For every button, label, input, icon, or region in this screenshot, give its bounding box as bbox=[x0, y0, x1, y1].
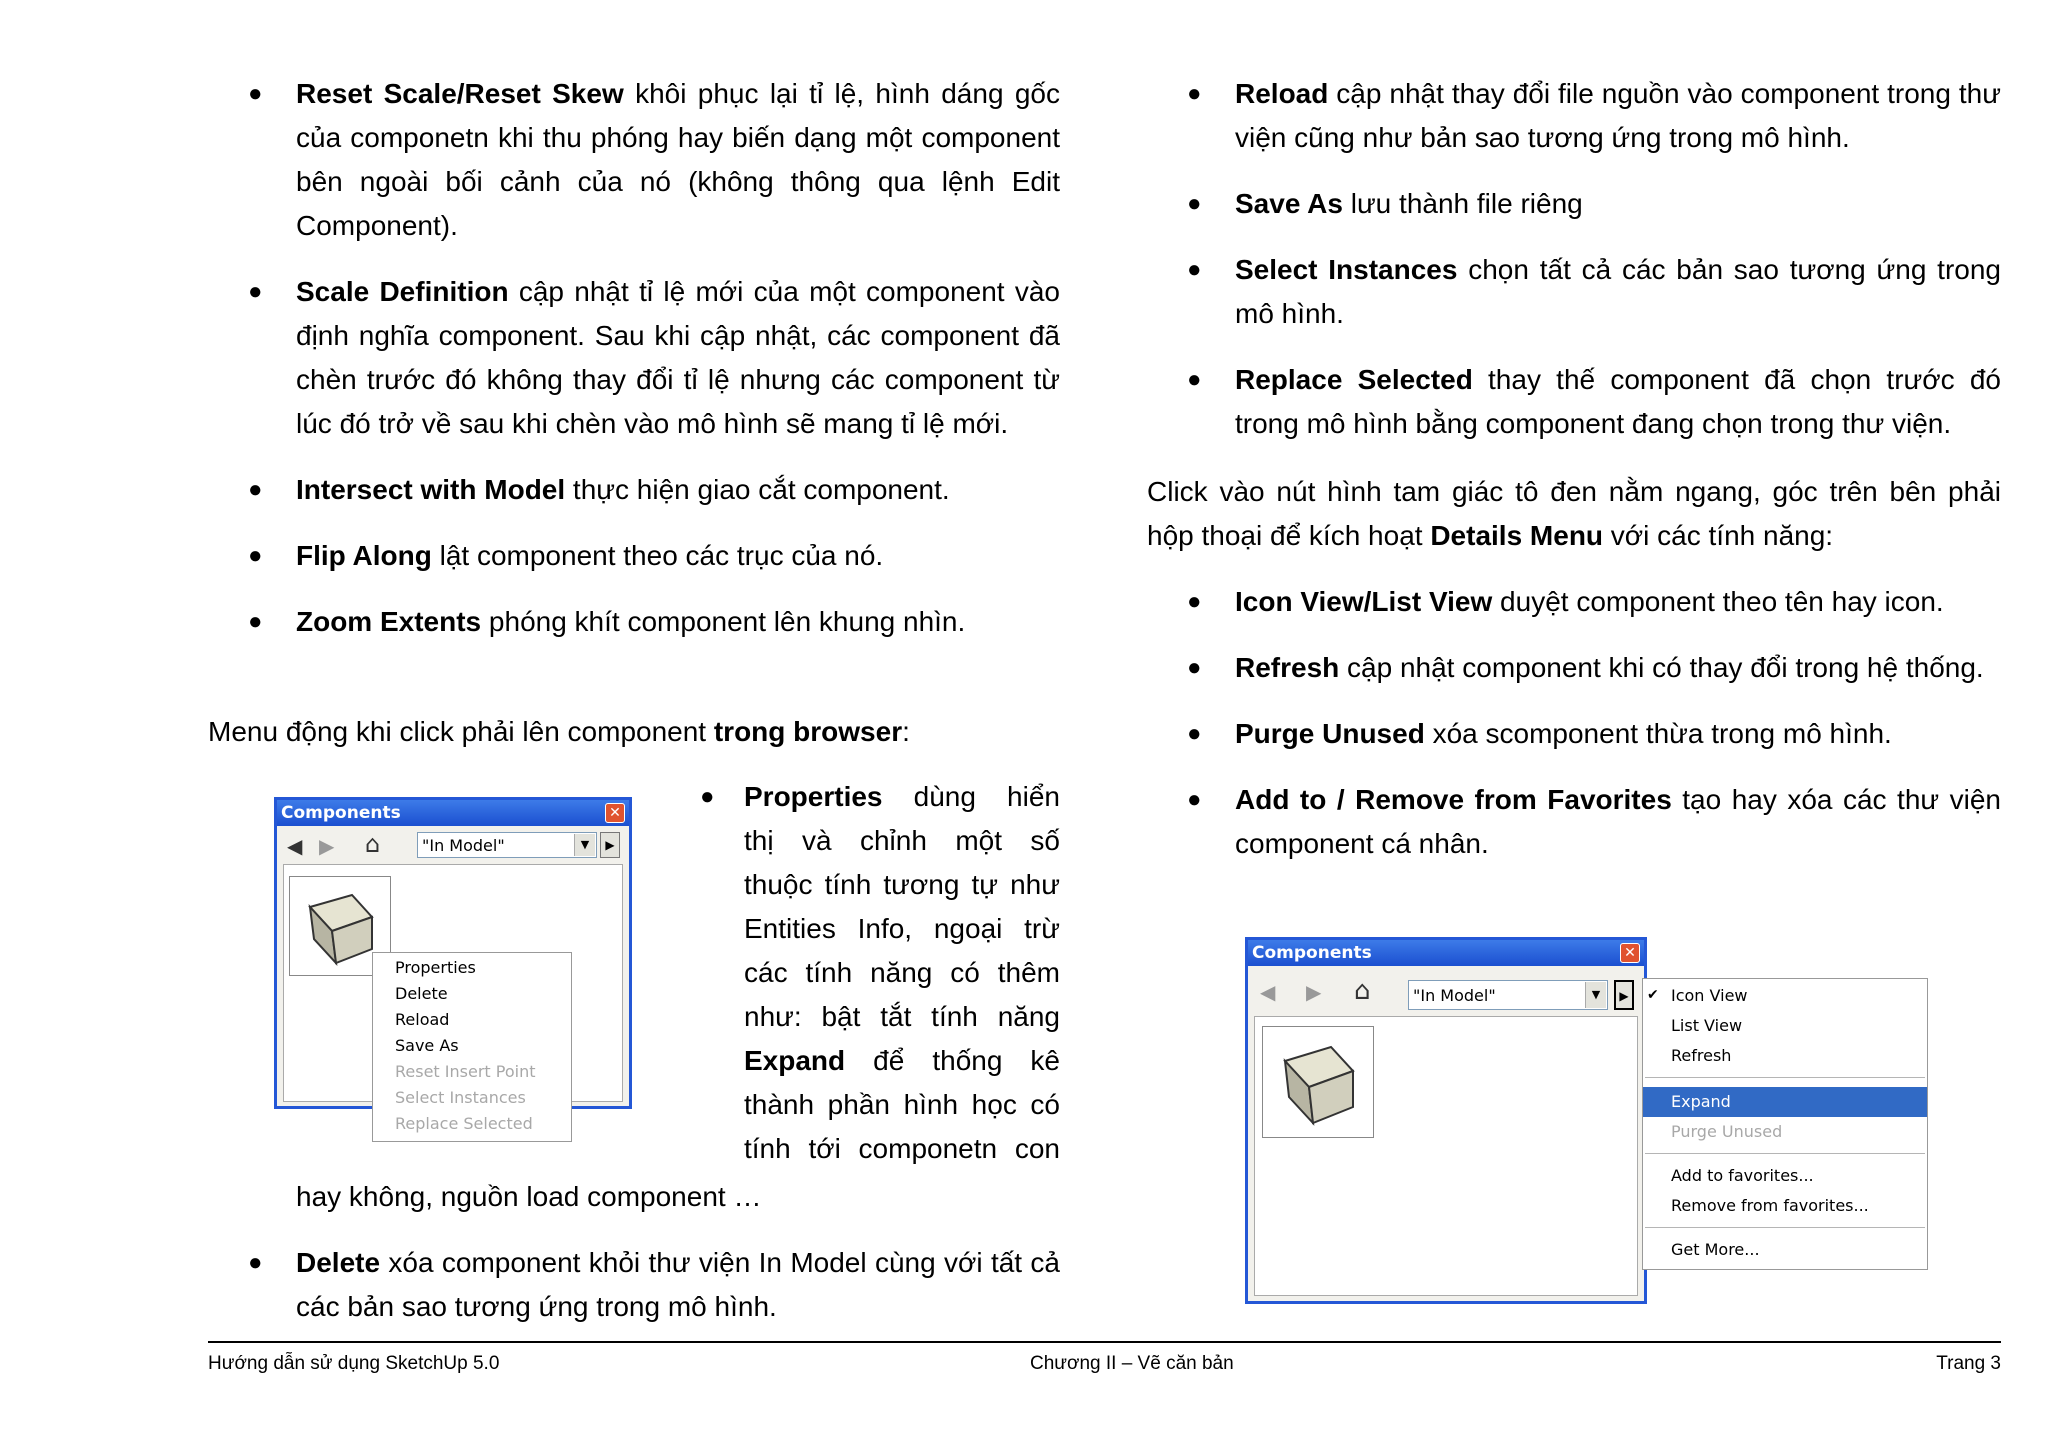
forward-arrow-icon[interactable]: ▶ bbox=[1306, 980, 1322, 1004]
bullet-dot: ● bbox=[700, 783, 715, 810]
bullet-dot: ● bbox=[1187, 654, 1202, 681]
description: lưu thành file riêng bbox=[1342, 188, 1583, 219]
menu-item-purge-unused: Purge Unused bbox=[1671, 1122, 1783, 1141]
term: Reset Scale/Reset Skew bbox=[296, 78, 624, 109]
term: Replace Selected bbox=[1235, 364, 1473, 395]
home-icon[interactable]: ⌂ bbox=[365, 830, 381, 858]
chevron-down-icon[interactable]: ▼ bbox=[1585, 982, 1606, 1008]
menu-item-properties[interactable]: Properties bbox=[395, 958, 476, 977]
term: Flip Along bbox=[296, 540, 432, 571]
footer-divider bbox=[208, 1341, 2001, 1343]
properties-line: thuộc tính tương tự như bbox=[744, 869, 1060, 900]
menu-separator bbox=[1645, 1153, 1925, 1154]
library-select-value: "In Model" bbox=[1413, 986, 1496, 1005]
components-window-2 bbox=[1245, 937, 1647, 1304]
bullet-dot: ● bbox=[248, 278, 263, 305]
properties-continuation: hay không, nguồn load component … bbox=[296, 1181, 762, 1212]
bullet-purge-unused bbox=[1147, 712, 2001, 756]
intro-bold: trong browser bbox=[713, 716, 903, 747]
bullet-reset-scale bbox=[208, 72, 1060, 248]
term: Select Instances bbox=[1235, 254, 1458, 285]
menu-item-save-as[interactable]: Save As bbox=[395, 1036, 459, 1055]
properties-line: thị và chỉnh một số bbox=[744, 825, 1060, 856]
bullet-dot: ● bbox=[1187, 786, 1202, 813]
bullet-dot: ● bbox=[1187, 190, 1202, 217]
library-select-value: "In Model" bbox=[422, 836, 505, 855]
description: phóng khít component lên khung nhìn. bbox=[481, 606, 966, 637]
bullet-dot: ● bbox=[1187, 588, 1202, 615]
bullet-dot: ● bbox=[1187, 256, 1202, 283]
term: Icon View/List View bbox=[1235, 586, 1493, 617]
footer-center: Chương II – Vẽ căn bản bbox=[1030, 1353, 1234, 1374]
description: khôi phục lại tỉ lệ, hình dáng gốc của componetn khi thu phóng hay biến dạng một component bên ngoài bối cảnh của nó (không thông qua lệnh Edit Component). bbox=[296, 78, 1060, 241]
description: duyệt component theo tên hay icon. bbox=[1492, 586, 1944, 617]
component-thumbnail[interactable] bbox=[1262, 1026, 1374, 1138]
chevron-down-icon[interactable]: ▼ bbox=[574, 834, 595, 856]
bullet-dot: ● bbox=[1187, 80, 1202, 107]
menu-item-replace-selected: Replace Selected bbox=[395, 1114, 533, 1133]
properties-line: các tính năng có thêm bbox=[744, 957, 1060, 988]
bullet-delete bbox=[208, 1241, 1060, 1329]
bullet-dot: ● bbox=[248, 1249, 263, 1276]
term: Save As bbox=[1235, 188, 1343, 219]
term: Purge Unused bbox=[1235, 718, 1425, 749]
menu-item-delete[interactable]: Delete bbox=[395, 984, 448, 1003]
bullet-refresh bbox=[1147, 646, 2001, 690]
properties-text: để thống kê bbox=[873, 1045, 1061, 1076]
menu-item-refresh[interactable]: Refresh bbox=[1671, 1046, 1732, 1065]
properties-line bbox=[686, 1039, 1060, 1083]
left-column bbox=[208, 72, 1060, 666]
details-menu-paragraph bbox=[1147, 470, 2001, 558]
right-column bbox=[1147, 72, 2001, 468]
para-bold: Details Menu bbox=[1430, 520, 1604, 551]
intro-text: Menu động khi click phải lên component bbox=[208, 716, 714, 747]
description: lật component theo các trục của nó. bbox=[431, 540, 884, 571]
para-text: Click vào nút hình tam giác tô đen nằm ngang, góc trên bên phải hộp thoại để kích hoạt bbox=[1147, 476, 2001, 551]
properties-text: dùng hiển bbox=[913, 781, 1060, 812]
description: cập nhật thay đổi file nguồn vào component trong thư viện cũng như bản sao tương ứng trong mô hình. bbox=[1235, 78, 2001, 153]
menu-item-add-favorites[interactable]: Add to favorites... bbox=[1671, 1166, 1814, 1185]
footer-left: Hướng dẫn sử dụng SketchUp 5.0 bbox=[208, 1353, 500, 1374]
menu-item-expand[interactable]: Expand bbox=[1643, 1087, 1927, 1117]
library-select[interactable] bbox=[417, 832, 597, 858]
description: cập nhật tỉ lệ mới của một component vào định nghĩa component. Sau khi cập nhật, các component đã chèn trước đó không thay đổi tỉ lệ nhưng các component từ lúc đó trở về sau khi chèn vào mô hình sẽ mang tỉ lệ mới. bbox=[296, 276, 1061, 439]
menu-item-remove-favorites[interactable]: Remove from favorites... bbox=[1671, 1196, 1869, 1215]
term: Add to / Remove from Favorites bbox=[1235, 784, 1672, 815]
bullet-select-instances bbox=[1147, 248, 2001, 336]
term: Scale Definition bbox=[296, 276, 509, 307]
term: Reload bbox=[1235, 78, 1329, 109]
menu-item-icon-view[interactable]: Icon View bbox=[1671, 986, 1748, 1005]
details-menu-arrow-icon[interactable]: ▶ bbox=[1614, 980, 1634, 1010]
close-icon[interactable]: ✕ bbox=[605, 803, 625, 823]
term-expand: Expand bbox=[744, 1045, 846, 1076]
description: chọn tất cả các bản sao tương ứng trong mô hình. bbox=[1235, 254, 2002, 329]
properties-line: như: bật tắt tính năng bbox=[744, 1001, 1060, 1032]
details-menu bbox=[1642, 978, 1928, 1270]
bullet-intersect bbox=[208, 468, 1060, 512]
bullet-properties bbox=[686, 775, 1060, 1171]
bullet-dot: ● bbox=[1187, 720, 1202, 747]
properties-line bbox=[686, 775, 1060, 819]
context-menu bbox=[372, 952, 572, 1142]
bullet-dot: ● bbox=[248, 542, 263, 569]
description: thay thế component đã chọn trước đó trong mô hình bằng component đang chọn trong thư viện. bbox=[1235, 364, 2001, 439]
home-icon[interactable]: ⌂ bbox=[1354, 976, 1371, 1006]
menu-item-reload[interactable]: Reload bbox=[395, 1010, 450, 1029]
term: Zoom Extents bbox=[296, 606, 482, 637]
term: Refresh bbox=[1235, 652, 1340, 683]
back-arrow-icon[interactable]: ◀ bbox=[287, 834, 303, 858]
bullet-zoom-extents bbox=[208, 600, 1060, 644]
library-select[interactable] bbox=[1408, 980, 1608, 1010]
bullet-scale-definition bbox=[208, 270, 1060, 446]
intro-tail: : bbox=[902, 716, 910, 747]
properties-line: thành phần hình học có bbox=[744, 1089, 1060, 1120]
properties-line: tính tới componetn con bbox=[744, 1133, 1060, 1164]
description: thực hiện giao cắt component. bbox=[565, 474, 950, 505]
bullet-favorites bbox=[1147, 778, 2001, 866]
menu-item-get-more[interactable]: Get More... bbox=[1671, 1240, 1760, 1259]
window-title: Components bbox=[277, 800, 629, 826]
bullet-dot: ● bbox=[1187, 366, 1202, 393]
menu-intro-paragraph bbox=[208, 710, 1108, 754]
description: tạo hay xóa các thư viện component cá nhân. bbox=[1235, 784, 2002, 859]
term: Delete bbox=[296, 1247, 381, 1278]
description: xóa scomponent thừa trong mô hình. bbox=[1424, 718, 1892, 749]
term: Properties bbox=[744, 781, 883, 812]
close-icon[interactable]: ✕ bbox=[1620, 943, 1640, 963]
bullet-reload bbox=[1147, 72, 2001, 160]
menu-separator bbox=[1645, 1227, 1925, 1228]
para-tail: với các tính năng: bbox=[1603, 520, 1834, 551]
details-menu-arrow-icon[interactable]: ▶ bbox=[600, 832, 620, 858]
forward-arrow-icon[interactable]: ▶ bbox=[319, 834, 335, 858]
bullet-flip-along bbox=[208, 534, 1060, 578]
right-column-bottom bbox=[1147, 580, 2001, 888]
cube-icon bbox=[1263, 1027, 1373, 1137]
menu-item-list-view[interactable]: List View bbox=[1671, 1016, 1743, 1035]
window-title: Components bbox=[1248, 940, 1644, 966]
bullet-dot: ● bbox=[248, 476, 263, 503]
bullet-dot: ● bbox=[248, 608, 263, 635]
footer-page-number: Trang 3 bbox=[1936, 1353, 2001, 1374]
bullet-icon-view bbox=[1147, 580, 2001, 624]
checkmark-icon: ✔ bbox=[1647, 987, 1659, 1003]
bullet-replace-selected bbox=[1147, 358, 2001, 446]
properties-line: Entities Info, ngoại trừ bbox=[744, 913, 1060, 944]
description: cập nhật component khi có thay đổi trong hệ thống. bbox=[1339, 652, 1984, 683]
term: Intersect with Model bbox=[296, 474, 566, 505]
bullet-dot: ● bbox=[248, 80, 263, 107]
description: xóa component khỏi thư viện In Model cùng với tất cả các bản sao tương ứng trong mô hình. bbox=[296, 1247, 1060, 1322]
back-arrow-icon[interactable]: ◀ bbox=[1260, 980, 1276, 1004]
menu-item-select-instances: Select Instances bbox=[395, 1088, 526, 1107]
bullet-save-as bbox=[1147, 182, 2001, 226]
menu-item-reset-insert-point: Reset Insert Point bbox=[395, 1062, 536, 1081]
menu-separator bbox=[1645, 1077, 1925, 1078]
